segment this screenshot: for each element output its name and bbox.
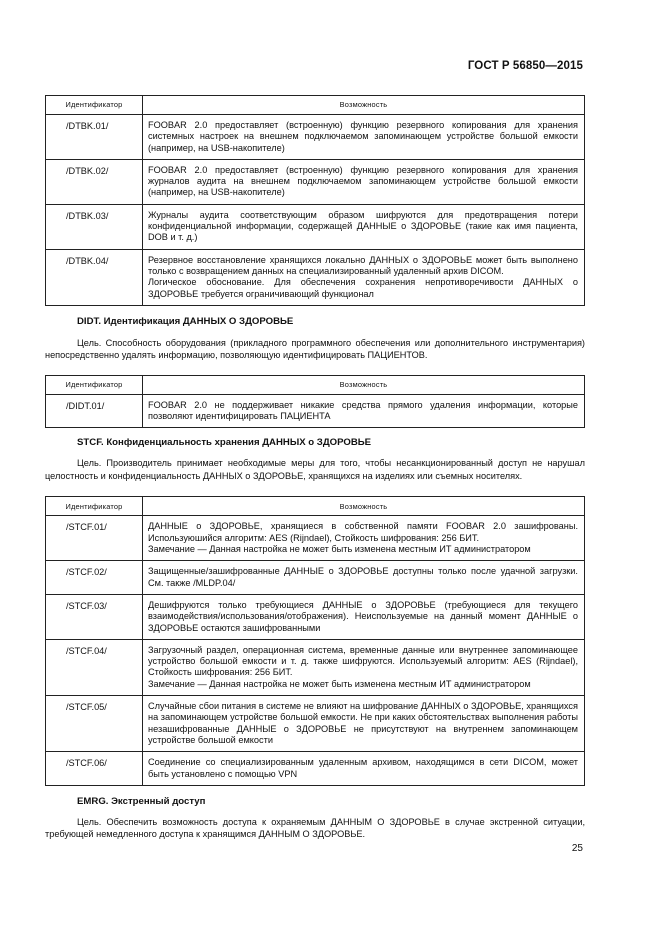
description-paragraph: Дешифруются только требующиеся ДАННЫЕ о ЗДОРОВЬЕ (требующиеся для текущего взаимодействия/использования/отображения). Неиспользуемые на данный момент ДАННЫЕ о ЗДОРОВЬЕ остаются зашифрованными [148, 599, 578, 633]
table-row [46, 204, 585, 249]
requirement-description [143, 115, 585, 160]
requirement-id: /DTBK.02/ [46, 159, 143, 204]
description-paragraph: ДАННЫЕ о ЗДОРОВЬЕ, хранящиеся в собственной памяти FOOBAR 2.0 зашифрованы. Используюшийся алгоритм: AES (Rijndael), Стойкость шифрования: 256 БИТ. [148, 521, 578, 543]
description-paragraph: Замечание — Данная настройка не может быть изменена местным ИТ администратором [148, 544, 531, 555]
document-standard-number: ГОСТ Р 56850—2015 [467, 60, 583, 72]
requirement-id: /DTBK.01/ [46, 115, 143, 160]
table-row [46, 159, 585, 204]
requirement-id: /STCF.06/ [46, 752, 143, 786]
requirement-id: /STCF.05/ [46, 696, 143, 752]
page-number: 25 [571, 843, 583, 854]
table-row [46, 394, 585, 428]
requirement-id: /DIDT.01/ [46, 394, 143, 428]
requirement-id: /STCF.01/ [46, 516, 143, 561]
requirement-description [143, 204, 585, 249]
requirement-description [143, 594, 585, 639]
description-paragraph: FOOBAR 2.0 не поддерживает никакие средства прямого удаления информации, которые позволяют идентифицировать ПАЦИЕНТА [148, 399, 578, 422]
requirement-description [143, 516, 585, 561]
stcf-capabilities-table [45, 496, 585, 785]
table-row [46, 115, 585, 160]
table-row [46, 696, 585, 752]
section-goal-didt: Цель. Способность оборудования (прикладного программного обеспечения или дополнительного инструментария) непосредственно удалять информацию, позволяющую идентифицировать ПАЦИЕНТОВ. [45, 337, 585, 361]
didt-capabilities-table [45, 375, 585, 429]
table-row [46, 561, 585, 595]
requirement-description [143, 249, 585, 305]
table-row [46, 639, 585, 695]
requirement-id: /STCF.03/ [46, 594, 143, 639]
description-paragraph: Соединение со специализированным удаленным архивом, находящимся в сети DICOM, может быть установлено с помощью VPN [148, 757, 578, 779]
description-paragraph: Логическое обоснование. Для обеспечения сохранения непротиворечивости ДАННЫХ о ЗДОРОВЬЕ требуется ограничивающий функционал [148, 277, 578, 299]
requirement-description [143, 696, 585, 752]
description-paragraph: Защищенные/зашифрованные ДАННЫЕ о ЗДОРОВЬЕ доступны только после удачной загрузки. См. также /MLDP.04/ [148, 566, 578, 588]
section-heading-stcf: STCF. Конфиденциальность хранения ДАННЫХ о ЗДОРОВЬЕ [77, 437, 372, 449]
table-header-row [46, 375, 585, 394]
description-paragraph: Журналы аудита соответствующим образом шифруются для предотвращения потери конфиденциальной информации, содержащей ДАННЫЕ о ЗДОРОВЬЕ (такие как имя пациента, DOB и т. д.) [148, 209, 578, 243]
section-goal-emrg: Цель. Обеспечить возможность доступа к охраняемым ДАННЫМ О ЗДОРОВЬЕ в случае экстренной ситуации, требующей немедленного доступа к хранящимся ДАННЫМ О ЗДОРОВЬЕ. [45, 816, 585, 840]
dtbk-capabilities-table [45, 95, 585, 306]
requirement-description [143, 394, 585, 428]
column-header-capability: Возможность [143, 96, 585, 115]
page-content [45, 95, 585, 841]
table-row [46, 516, 585, 561]
requirement-description [143, 159, 585, 204]
column-header-identifier: Идентификатор [46, 375, 143, 394]
requirement-id: /DTBK.03/ [46, 204, 143, 249]
table-header-row [46, 96, 585, 115]
section-goal-stcf: Цель. Производитель принимает необходимые меры для того, чтобы несанкционированный доступ не нарушал целостность и конфиденциальность ДАННЫХ о ЗДОРОВЬЕ, хранящихся на изделиях или съемных носителях. [45, 458, 585, 481]
requirement-id: /STCF.02/ [46, 561, 143, 595]
requirement-description [143, 752, 585, 786]
section-heading-didt: DIDT. Идентификация ДАННЫХ О ЗДОРОВЬЕ [77, 315, 294, 327]
description-paragraph: Случайные сбои питания в системе не влияют на шифрование ДАННЫХ о ЗДОРОВЬЕ, хранящихся на запоминающем устройстве большой емкости. Не при каких обстоятельствах выполнения работы незашифрованные ДАННЫЕ о ЗДОРОВЬЕ не присутствуют на внутреннем запоминающем устройстве большой емкости [148, 701, 578, 745]
section-heading-emrg: EMRG. Экстренный доступ [77, 795, 206, 807]
column-header-capability: Возможность [143, 497, 585, 516]
column-header-identifier: Идентификатор [46, 497, 143, 516]
description-paragraph: Замечание — Данная настройка не может быть изменена местным ИТ администратором [148, 678, 531, 689]
requirement-description [143, 639, 585, 695]
description-paragraph: Загрузочный раздел, операционная система, временные данные или внутреннее запоминающее устройство большой емкости и т. д. также шифруются. Используемый алгоритм: AES (Rijndael), Стойкость шифрования: 256 БИТ. [148, 644, 578, 678]
table-row [46, 594, 585, 639]
requirement-id: /DTBK.04/ [46, 249, 143, 305]
description-paragraph: Резервное восстановление хранящихся локально ДАННЫХ о ЗДОРОВЬЕ может быть выполнено только с возвращением данных на специализированный удаленный архив DICOM. [148, 254, 578, 276]
column-header-capability: Возможность [143, 375, 585, 394]
requirement-description [143, 561, 585, 595]
description-paragraph: FOOBAR 2.0 предоставляет (встроенную) функцию резервного копирования для хранения системных настроек на внешнем подключаемом запоминающем устройстве большой емкости (например, на USB-накопителе) [148, 120, 578, 153]
table-row [46, 249, 585, 305]
description-paragraph: FOOBAR 2.0 предоставляет (встроенную) функцию резервного копирования для хранения журналов аудита на внешнем подключаемом запоминающем устройстве большой емкости (например, на USB-накопителе) [148, 164, 578, 198]
requirement-id: /STCF.04/ [46, 639, 143, 695]
table-row [46, 752, 585, 786]
table-header-row [46, 497, 585, 516]
column-header-identifier: Идентификатор [46, 96, 143, 115]
